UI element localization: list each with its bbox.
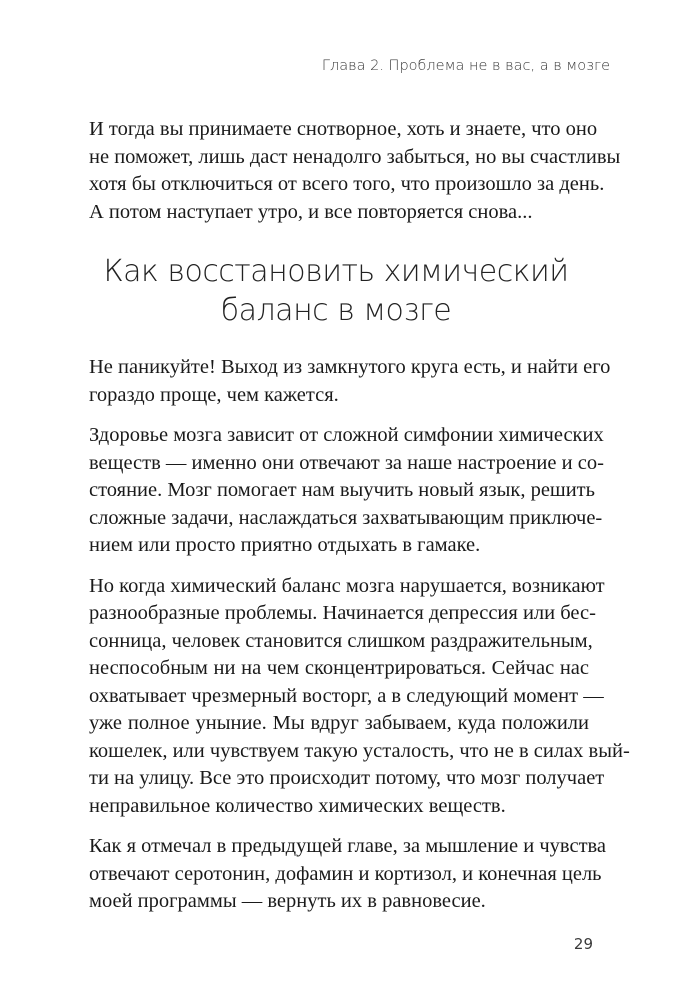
text-line: Как я отмечал в предыдущей главе, за мышление и чувства xyxy=(89,835,607,857)
text-line: сонница, человек становится слишком раздражительным, xyxy=(89,629,593,652)
text-line: моей программы — вернуть их в равновесие. xyxy=(89,890,486,912)
text-line: разнообразные проблемы. Начинается депрессия или бес- xyxy=(89,602,596,624)
section-heading xyxy=(83,252,589,330)
text-line: уже полное уныние. Мы вдруг забываем, куда положили xyxy=(89,712,589,734)
text-line: кошелек, или чувствуем такую усталость, что не в силах вый- xyxy=(89,739,630,762)
text-line: неспособным ни на чем сконцентрироваться. Сейчас нас xyxy=(89,657,589,679)
text-line: отвечают серотонин, дофамин и кортизол, и конечная цель xyxy=(89,862,602,885)
page-number: 29 xyxy=(573,935,593,953)
text-line: гораздо проще, чем кажется. xyxy=(89,383,339,406)
paragraph-brain-health xyxy=(89,422,604,560)
text-line: не поможет, лишь даст ненадолго забыться, но вы счастливы xyxy=(89,145,621,168)
text-line: ти на улицу. Все это происходит потому, что мозг получает xyxy=(89,767,605,789)
page-body xyxy=(89,116,630,929)
paragraph-dont-panic xyxy=(89,354,611,409)
text-line: нием или просто приятно отдыхать в гамаке. xyxy=(89,534,481,556)
text-line: Но когда химический баланс мозга нарушается, возникают xyxy=(89,574,605,597)
paragraph-imbalance xyxy=(89,573,630,821)
running-head-chapter-title: Глава 2. Проблема не в вас, а в мозге xyxy=(321,58,610,74)
heading-line: баланс в мозге xyxy=(220,293,452,328)
text-line: неправильное количество химических веществ. xyxy=(89,794,506,817)
text-line: Здоровье мозга зависит от сложной симфонии химических xyxy=(89,424,604,446)
text-line: И тогда вы принимаете снотворное, хоть и знаете, что оно xyxy=(89,118,598,140)
paragraph-sleeping-pills xyxy=(89,116,621,226)
text-line: стояние. Мозг помогает нам выучить новый язык, решить xyxy=(89,479,595,501)
paragraph-program-goal xyxy=(89,833,607,916)
text-line: веществ — именно они отвечают за наше настроение и со- xyxy=(89,451,604,474)
text-line: охватывает чрезмерный восторг, а в следующий момент — xyxy=(89,684,604,707)
text-line: сложные задачи, наслаждаться захватывающим приключе- xyxy=(89,506,603,529)
text-line: хотя бы отключиться от всего того, что произошло за день. xyxy=(89,173,605,195)
heading-line: Как восстановить химический xyxy=(103,254,569,289)
text-line: А потом наступает утро, и все повторяется снова... xyxy=(89,200,533,223)
text-line: Не паникуйте! Выход из замкнутого круга есть, и найти его xyxy=(89,356,611,378)
